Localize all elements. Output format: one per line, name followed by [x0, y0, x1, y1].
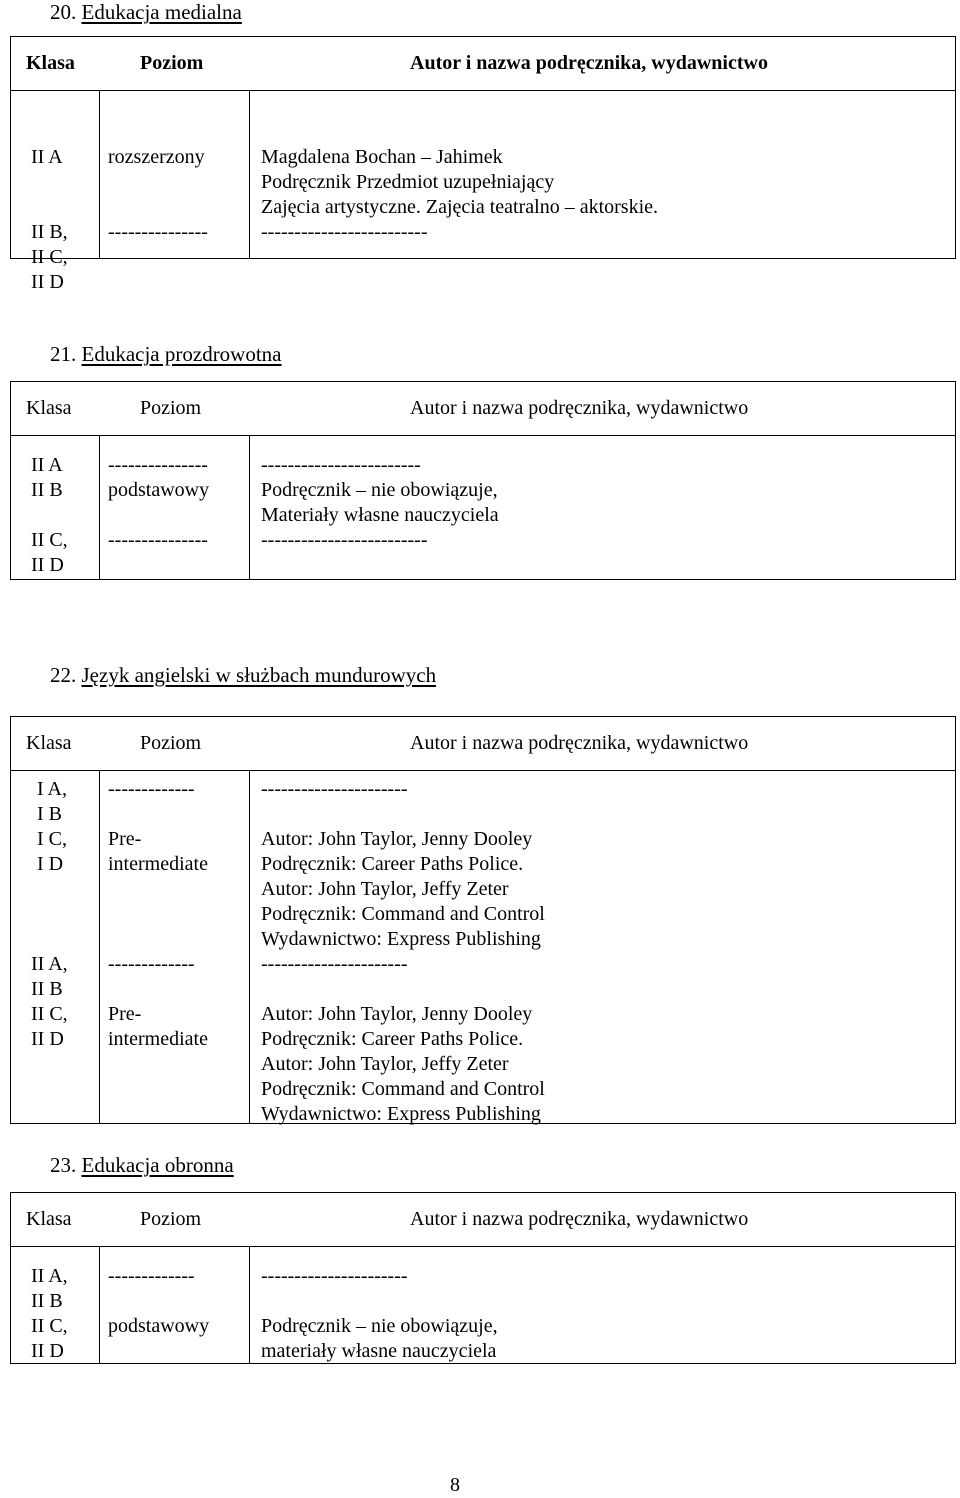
header-poziom: Poziom	[140, 52, 204, 74]
header-autor: Autor i nazwa podręcznika, wydawnictwo	[410, 732, 749, 754]
cell-poziom: ---------------	[108, 529, 208, 551]
section-name: Edukacja obronna	[81, 1153, 234, 1177]
table-edukacja-obronna	[10, 1192, 956, 1364]
section-name: Edukacja medialna	[81, 0, 242, 24]
section-title-21	[50, 342, 282, 367]
cell-klasa: II A	[31, 146, 63, 168]
header-autor: Autor i nazwa podręcznika, wydawnictwo	[410, 52, 768, 74]
cell-autor: Podręcznik – nie obowiązuje, Materiały własne nauczyciela	[261, 479, 499, 526]
cell-autor: -------------------------	[261, 221, 428, 243]
cell-klasa: II C, II D	[31, 1315, 68, 1362]
header-poziom: Poziom	[140, 397, 202, 419]
section-title-23	[50, 1153, 234, 1178]
section-title-20	[50, 0, 242, 25]
cell-autor: Autor: John Taylor, Jenny Dooley Podręcznik: Career Paths Police. Autor: John Taylor, Jeffy Zeter Podręcznik: Command and Control Wydawnictwo: Express Publishing	[261, 828, 545, 950]
cell-autor: Podręcznik – nie obowiązuje, materiały własne nauczyciela	[261, 1315, 498, 1362]
cell-autor: ----------------------	[261, 1265, 408, 1287]
column-divider	[249, 91, 250, 258]
column-divider	[249, 771, 250, 1123]
cell-poziom: ---------------	[108, 454, 208, 476]
column-divider	[249, 436, 250, 579]
table-header	[11, 382, 955, 436]
cell-klasa: I A, I B	[37, 778, 67, 825]
cell-klasa: II B, II C, II D	[31, 221, 68, 293]
cell-klasa: I C, I D	[37, 828, 67, 875]
table-header	[11, 717, 955, 771]
section-number: 23.	[50, 1153, 77, 1177]
cell-autor: ----------------------	[261, 953, 408, 975]
table-edukacja-prozdrowotna	[10, 381, 956, 580]
section-name: Edukacja prozdrowotna	[81, 342, 282, 366]
cell-klasa: II A, II B	[31, 1265, 68, 1312]
cell-klasa: II A, II B	[31, 953, 68, 1000]
cell-poziom: podstawowy	[108, 1315, 210, 1337]
cell-poziom: ---------------	[108, 221, 208, 243]
cell-autor: Magdalena Bochan – Jahimek Podręcznik Przedmiot uzupełniający Zajęcia artystyczne. Zajęcia teatralno – aktorskie.	[261, 146, 659, 218]
cell-poziom: -------------	[108, 1265, 195, 1287]
cell-poziom: podstawowy	[108, 479, 210, 501]
section-number: 22.	[50, 663, 77, 687]
cell-klasa: II C, II D	[31, 529, 68, 576]
section-name: Język angielski w służbach mundurowych	[81, 663, 437, 687]
cell-autor: Autor: John Taylor, Jenny Dooley Podręcznik: Career Paths Police. Autor: John Taylor, Jeffy Zeter Podręcznik: Command and Control Wydawnictwo: Express Publishing	[261, 1003, 545, 1125]
cell-klasa: II C, II D	[31, 1003, 68, 1050]
section-number: 20.	[50, 0, 77, 24]
cell-poziom: Pre- intermediate	[108, 828, 208, 875]
cell-poziom: -------------	[108, 953, 195, 975]
header-poziom: Poziom	[140, 1208, 202, 1230]
header-poziom: Poziom	[140, 732, 202, 754]
cell-poziom: Pre- intermediate	[108, 1003, 208, 1050]
page-number: 8	[450, 1474, 460, 1496]
header-klasa: Klasa	[26, 397, 72, 419]
table-header	[11, 1193, 955, 1247]
cell-klasa: II B	[31, 479, 63, 501]
section-title-22	[50, 663, 436, 688]
cell-poziom: -------------	[108, 778, 195, 800]
cell-autor: -------------------------	[261, 529, 428, 551]
cell-poziom: rozszerzony	[108, 146, 205, 168]
cell-klasa: II A	[31, 454, 63, 476]
header-klasa: Klasa	[26, 1208, 72, 1230]
table-edukacja-medialna	[10, 36, 956, 293]
header-autor: Autor i nazwa podręcznika, wydawnictwo	[410, 1208, 749, 1230]
header-autor: Autor i nazwa podręcznika, wydawnictwo	[410, 397, 749, 419]
column-divider	[249, 1247, 250, 1363]
section-number: 21.	[50, 342, 77, 366]
table-header	[11, 37, 955, 91]
header-klasa: Klasa	[26, 732, 72, 754]
table-jezyk-angielski	[10, 716, 956, 1124]
cell-autor: ----------------------	[261, 778, 408, 800]
header-klasa: Klasa	[26, 52, 75, 74]
cell-autor: ------------------------	[261, 454, 421, 476]
